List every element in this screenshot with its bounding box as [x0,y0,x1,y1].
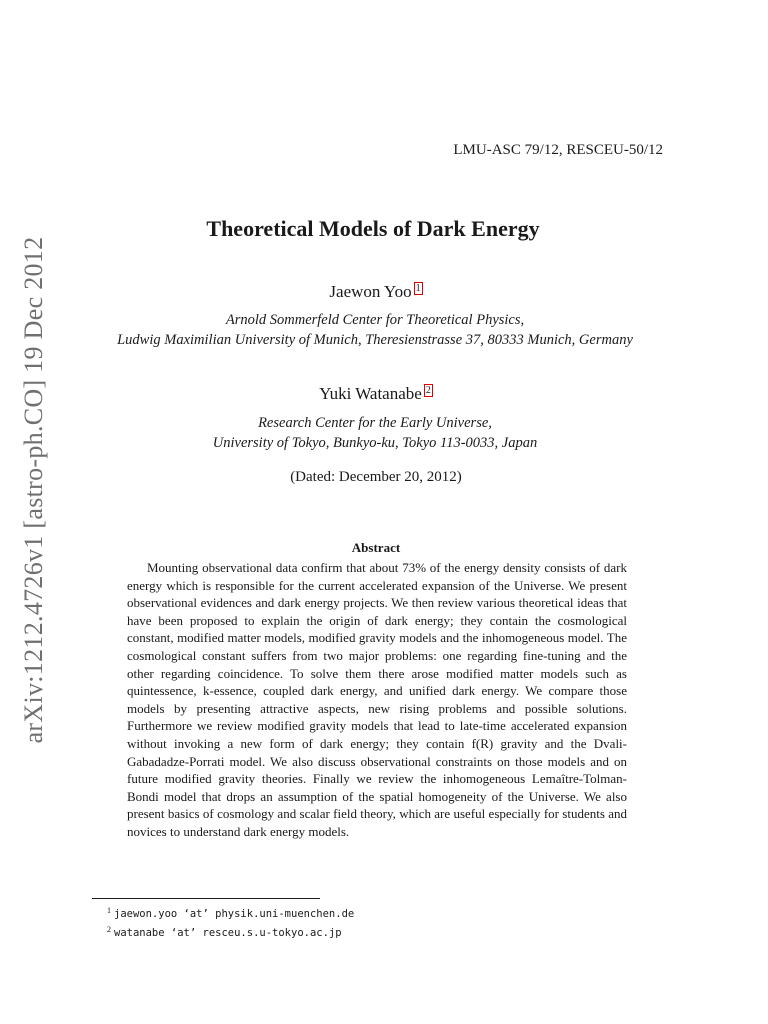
report-number: LMU-ASC 79/12, RESCEU-50/12 [453,142,663,158]
abstract-heading: Abstract [351,540,401,555]
affiliation-2-line-1: Research Center for the Early Universe, [258,415,492,431]
affiliation-1-line-2: Ludwig Maximilian University of Munich, Theresienstrasse 37, 80333 Munich, Germany [117,332,633,348]
footnote-1 [107,903,354,922]
footnote-divider [92,898,320,899]
author-2-name: Yuki Watanabe [319,384,422,403]
dated-line: (Dated: December 20, 2012) [290,469,462,485]
author-2-affiliation [0,413,750,453]
affiliation-2-line-2: University of Tokyo, Bunkyo-ku, Tokyo 113-0033, Japan [212,435,538,451]
abstract-body: Mounting observational data confirm that about 73% of the energy density consists of dark energy which is responsible for the current accelerated expansion of the Universe. We present observational evidences and dark energy projects. We then review various theoretical ideas that have been proposed to explain the origin of dark energy; they contain the cosmological constant, modified matter models, modified gravity models and the inhomogeneous model. The cosmological constant suffers from two major problems: one regarding fine-tuning and the other regarding coincidence. To solve them there arose modified matter models such as quintessence, k-essence, coupled dark energy, and unified dark energy. We compare those models by presenting attractive aspects, new rising problems and possible solutions. Furthermore we review modified gravity models that lead to late-time accelerated expansion without invoking a new form of dark energy; they contain f(R) gravity and the Dvali-Gabadadze-Porrati model. We also discuss observational constraints on those models and on future modified gravity theories. Finally we review the inhomogeneous Lemaître-Tolman-Bondi model that drops an assumption of the spatial homogeneity of the Universe. We also present basics of cosmology and scalar field theory, which are useful especially for students and novices to understand dark energy models. [127,560,627,839]
footnote-2-email: watanabe ‘at’ resceu.s.u-tokyo.ac.jp [114,927,342,939]
author-1-affiliation [0,310,750,350]
footnote-1-mark: 1 [107,906,111,915]
footnote-2 [107,922,354,941]
footnote-link-2[interactable]: 2 [425,385,431,396]
paper-title: Theoretical Models of Dark Energy [206,216,540,241]
arxiv-identifier[interactable]: arXiv:1212.4726v1 [astro-ph.CO] 19 Dec 2012 [19,236,48,744]
footnote-2-mark: 2 [107,925,111,934]
author-1 [0,282,752,302]
footnote-1-email: jaewon.yoo ‘at’ physik.uni-muenchen.de [114,908,355,920]
affiliation-1-line-1: Arnold Sommerfeld Center for Theoretical Physics, [225,312,525,328]
author-1-name: Jaewon Yoo [329,282,412,301]
footnotes [107,903,354,941]
author-2 [0,384,752,404]
footnote-link-1[interactable]: 1 [415,283,421,294]
